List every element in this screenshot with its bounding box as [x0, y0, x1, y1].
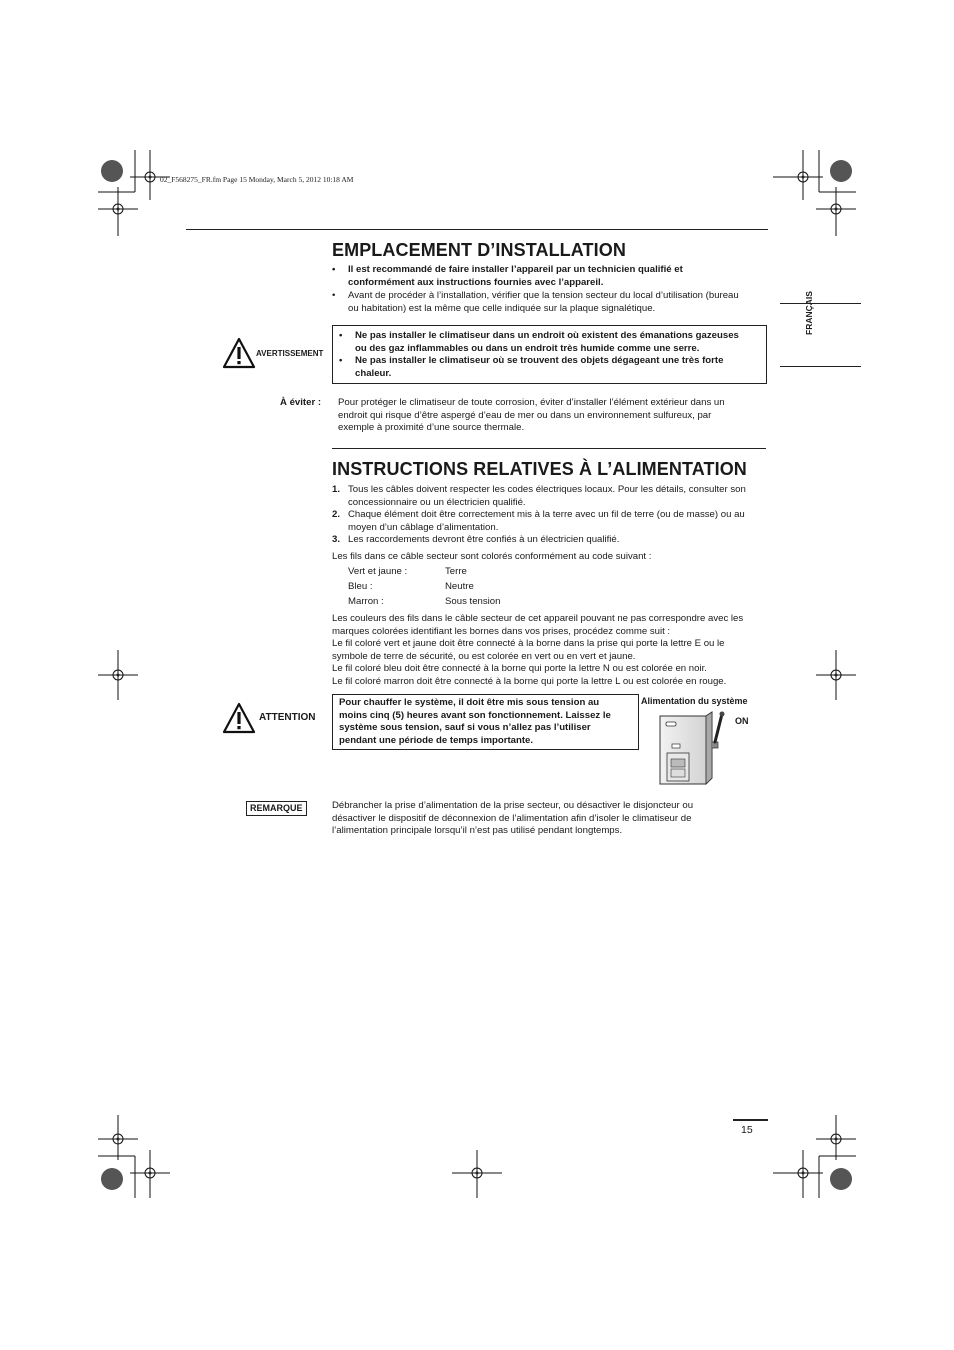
page-number-rule — [733, 1119, 768, 1121]
attention-label: ATTENTION — [259, 712, 316, 723]
warning-label: AVERTISSEMENT — [256, 349, 324, 358]
language-tab-label: FRANÇAIS — [804, 291, 814, 335]
top-rule — [186, 229, 768, 230]
color-name: Vert et jaune : — [348, 566, 408, 577]
color-name: Bleu : — [348, 581, 373, 592]
language-tab — [780, 291, 861, 367]
remarque-badge: REMARQUE — [246, 801, 307, 816]
color-value: Neutre — [445, 581, 474, 592]
color-value: Sous tension — [445, 596, 501, 607]
file-header: 02_F568275_FR.fm Page 15 Monday, March 5, 2012 10:18 AM — [160, 175, 354, 184]
warning-icon — [222, 337, 256, 369]
avoid-text: Pour protéger le climatiseur de toute corrosion, éviter d’installer l’élément extérieur dans un endroit qui risque d’être aspergé d’eau de mer ou dans un environnement sulfureux, par exemple à proximité d’une source thermale. — [338, 397, 725, 434]
color-name: Marron : — [348, 596, 384, 607]
avoid-label: À éviter : — [280, 397, 322, 408]
page-number: 15 — [741, 1124, 753, 1136]
section-divider — [332, 448, 766, 449]
section-title-power: INSTRUCTIONS RELATIVES À L’ALIMENTATION — [332, 459, 747, 479]
color-value: Terre — [445, 566, 467, 577]
warning-box: • Ne pas installer le climatiseur dans un endroit où existent des émanations gazeuses ou des gaz inflammables ou dans un endroit très humide comme une serre. • Ne pas installer le climatiseur où se trouvent des objets dégageant une très forte chaleur. — [332, 325, 767, 384]
power-supply-label: Alimentation du système — [641, 696, 748, 706]
on-label: ON — [735, 716, 749, 726]
wiring-paragraph: Les couleurs des fils dans le câble secteur de cet appareil pouvant ne pas correspondre avec les marques colorées identifiant les bornes dans vos prises, procédez comme suit : Le fil coloré vert et jaune doit être connecté à la borne dans la prise qui porte la lettre E ou le symbole de terre de sécurité, ou est colorée en vert ou en vert et jaune. Le fil coloré bleu doit être connecté à la borne qui porte la lettre N ou est colorée en noir. Le fil coloré marron doit être connecté à la borne qui porte la lettre L ou est colorée en rouge. — [332, 613, 744, 687]
breaker-illustration — [652, 704, 732, 788]
section-title-installation: EMPLACEMENT D’INSTALLATION — [332, 240, 626, 260]
remarque-text: Débrancher la prise d’alimentation de la prise secteur, ou désactiver le disjoncteur ou désactiver le dispositif de déconnexion de l’alimentation afin d’isoler le climatiseur de l’alimentation principale lorsqu’il n’est pas utilisé pendant longtemps. — [332, 800, 694, 837]
attention-box: Pour chauffer le système, il doit être mis sous tension au moins cinq (5) heures avant son fonctionnement. Laissez le système sous tension, sauf si vous n’allez pas l’utiliser pendant une période de temps importante. — [332, 694, 639, 750]
attention-icon — [222, 702, 256, 734]
colors-intro: Les fils dans ce câble secteur sont colorés conformément au code suivant : — [332, 551, 652, 562]
